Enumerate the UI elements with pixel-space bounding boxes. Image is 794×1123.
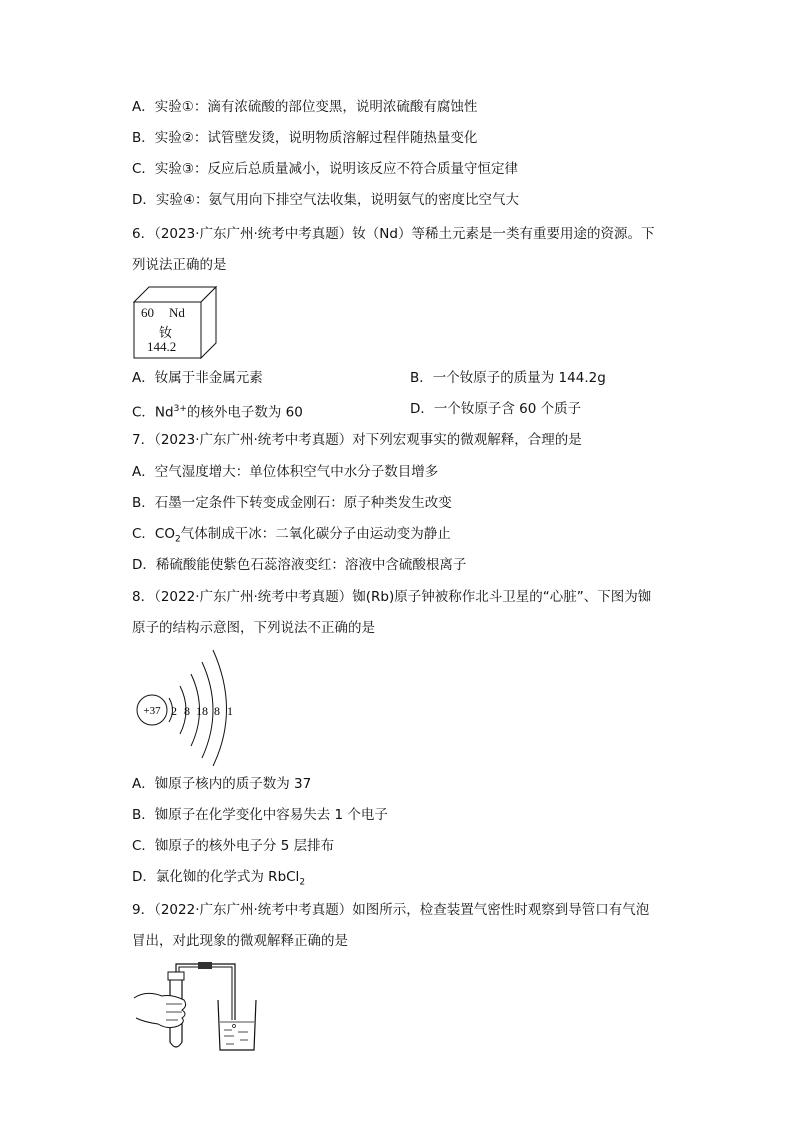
rubidium-atom-diagram bbox=[132, 648, 242, 768]
q7-option-d: D．稀硫酸能使紫色石蕊溶液变红：溶液中含硫酸根离子 bbox=[132, 557, 467, 573]
q6-stem-line2: 列说法正确的是 bbox=[132, 257, 227, 273]
q7-option-b: B．石墨一定条件下转变成金刚石：原子种类发生改变 bbox=[132, 495, 452, 511]
shell-4-count: 8 bbox=[214, 704, 220, 718]
q6-option-b: B．一个钕原子的质量为 144.2g bbox=[410, 370, 606, 386]
q5-option-d: D．实验④：氨气用向下排空气法收集，说明氨气的密度比空气大 bbox=[132, 192, 519, 208]
element-card-neodymium bbox=[133, 286, 217, 360]
element-symbol: Nd bbox=[169, 305, 185, 320]
shell-3-count: 18 bbox=[196, 704, 208, 718]
shell-1-count: 2 bbox=[171, 704, 177, 718]
q8-option-c: C．铷原子的核外电子分 5 层排布 bbox=[132, 838, 335, 854]
element-name: 钕 bbox=[159, 325, 173, 340]
q6-option-c: C．$Nd^{3+}$的核外电子数为 60 bbox=[132, 404, 303, 421]
element-atomic-mass: 144.2 bbox=[147, 339, 177, 354]
q8-option-b: B．铷原子在化学变化中容易失去 1 个电子 bbox=[132, 807, 388, 823]
q8-stem-line2: 原子的结构示意图，下列说法不正确的是 bbox=[132, 620, 375, 636]
q5-option-a: A．实验①：滴有浓硫酸的部位变黑，说明浓硫酸有腐蚀性 bbox=[132, 99, 478, 115]
q7-option-a: A．空气湿度增大：单位体积空气中水分子数目增多 bbox=[132, 464, 439, 480]
q7-stem: 7．（2023·广东广州·统考中考真题）对下列宏观事实的微观解释，合理的是 bbox=[132, 432, 582, 448]
q9-stem-line1: 9．（2022·广东广州·统考中考真题）如图所示，检查装置气密性时观察到导管口有气泡 bbox=[132, 902, 650, 918]
q8-option-d: D．氯化铷的化学式为 RbCl$_2$ bbox=[132, 869, 306, 888]
apparatus-drawing bbox=[132, 960, 272, 1055]
q5-option-c: C．实验③：反应后总质量减小，说明该反应不符合质量守恒定律 bbox=[132, 161, 519, 177]
element-atomic-number: 60 bbox=[141, 305, 154, 320]
q9-stem-line2: 冒出，对此现象的微观解释正确的是 bbox=[132, 933, 348, 949]
q8-option-a: A．铷原子核内的质子数为 37 bbox=[132, 776, 312, 792]
q5-option-b: B．实验②：试管壁发烫，说明物质溶解过程伴随热量变化 bbox=[132, 130, 478, 146]
airtightness-apparatus-illustration bbox=[132, 960, 272, 1055]
nucleus-charge: +37 bbox=[143, 705, 161, 717]
q6-option-a: A．钕属于非金属元素 bbox=[132, 370, 263, 386]
shell-2-count: 8 bbox=[184, 704, 190, 718]
q6-stem-line1: 6．（2023·广东广州·统考中考真题）钕（Nd）等稀土元素是一类有重要用途的资源。下 bbox=[132, 226, 655, 242]
q8-stem-line1: 8．（2022·广东广州·统考中考真题）铷(Rb)原子钟被称作北斗卫星的“心脏”、下图为铷 bbox=[132, 589, 652, 605]
q6-option-d: D．一个钕原子含 60 个质子 bbox=[410, 401, 582, 417]
shell-5-count: 1 bbox=[227, 704, 233, 718]
atom-shells bbox=[132, 648, 242, 768]
q7-option-c: C．$CO_2$气体制成干冰：二氧化碳分子由运动变为静止 bbox=[132, 526, 451, 545]
